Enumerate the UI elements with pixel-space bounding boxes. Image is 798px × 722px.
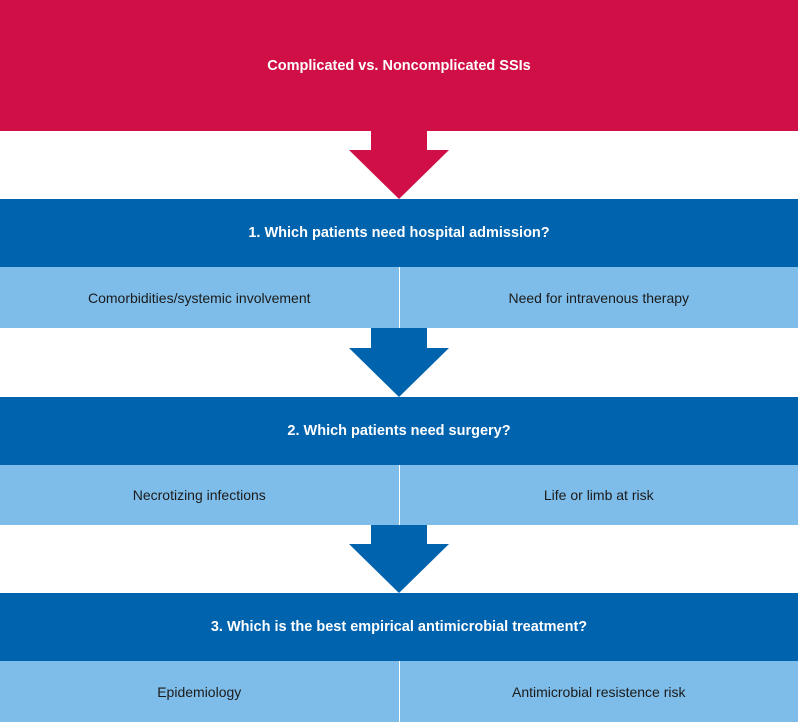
criteria-row-3 bbox=[0, 661, 798, 722]
criteria-row-2 bbox=[0, 465, 798, 525]
arrow-stem bbox=[371, 525, 427, 545]
down-arrow-3 bbox=[349, 525, 449, 593]
arrow-stem bbox=[371, 328, 427, 349]
question-1-text: 1. Which patients need hospital admission? bbox=[248, 225, 550, 241]
criteria-2-right: Life or limb at risk bbox=[543, 487, 654, 503]
criteria-2-left: Necrotizing infections bbox=[0, 465, 400, 525]
flowchart-title bbox=[0, 0, 798, 131]
arrow-stem bbox=[371, 131, 427, 151]
question-2 bbox=[0, 397, 798, 465]
criteria-1-left: Comorbidities/systemic involvement bbox=[0, 267, 400, 328]
title-text: Complicated vs. Noncomplicated SSIs bbox=[267, 57, 531, 74]
down-arrow-2 bbox=[349, 328, 449, 397]
question-3-text: 3. Which is the best empirical antimicrobial treatment? bbox=[210, 619, 588, 635]
arrow-head bbox=[349, 544, 449, 593]
question-3 bbox=[0, 593, 798, 661]
criteria-1-right: Need for intravenous therapy bbox=[508, 289, 690, 306]
question-2-text: 2. Which patients need surgery? bbox=[287, 423, 511, 439]
criteria-3-left: Epidemiology bbox=[0, 661, 400, 722]
criteria-3-right: Antimicrobial resistence risk bbox=[512, 683, 686, 700]
question-1 bbox=[0, 199, 798, 267]
arrow-head bbox=[349, 348, 449, 397]
criteria-row-1 bbox=[0, 267, 798, 328]
arrow-head bbox=[349, 150, 449, 199]
down-arrow-1 bbox=[349, 131, 449, 199]
